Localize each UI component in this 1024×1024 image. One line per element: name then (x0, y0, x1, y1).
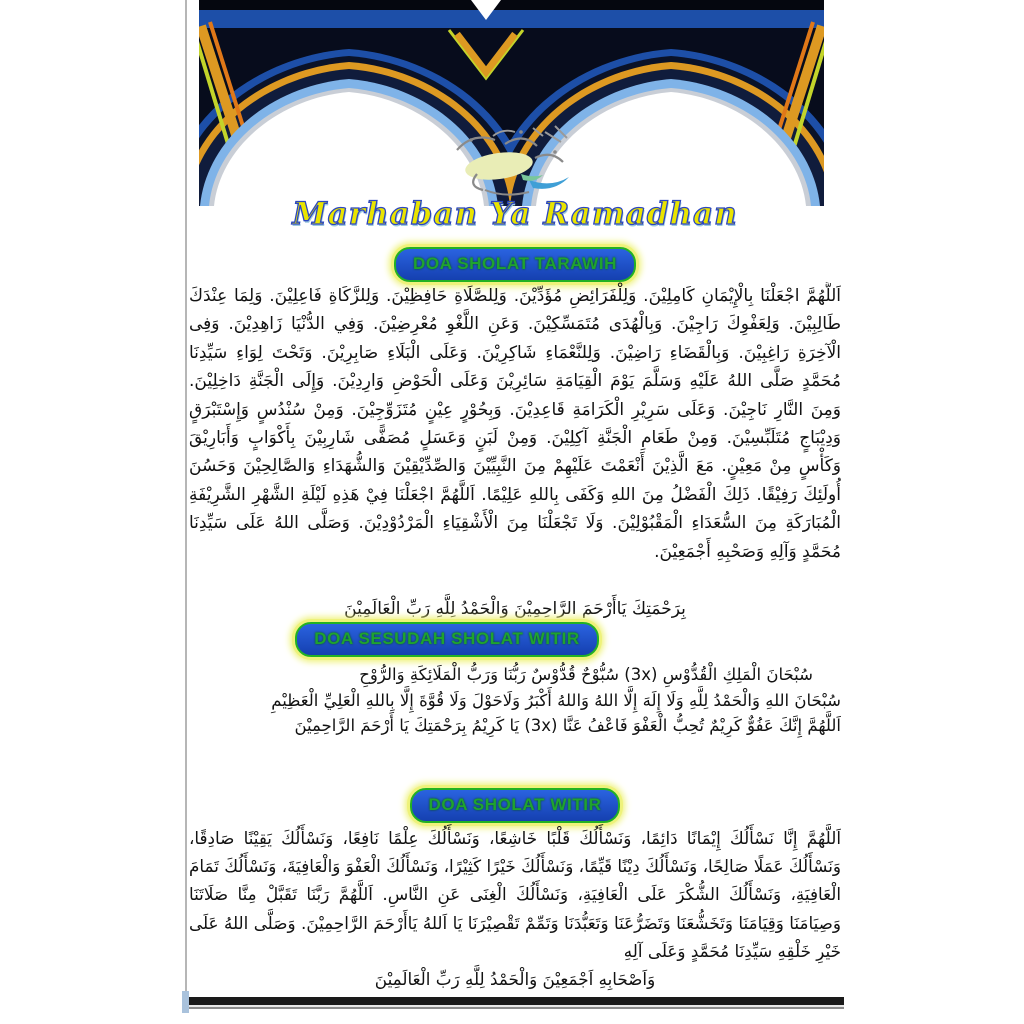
tarawih-prayer-closing: بِرَحْمَتِكَ يَاأَرْحَمَ الرَّاحِمِيْنَ وَالْحَمْدُ لِلَّهِ رَبِّ الْعَالَمِيْنَ (344, 599, 686, 619)
badge-doa-sholat-witir: DOA SHOLAT WITIR (410, 788, 621, 823)
bottom-divider-shadow (189, 1007, 844, 1009)
ramadan-calligraphy-icon (437, 118, 587, 204)
badge-doa-sholat-tarawih: DOA SHOLAT TARAWIH (394, 247, 636, 282)
sesudah-witir-line-2: سُبْحَانَ اللهِ وَالْحَمْدُ لِلَّهِ وَلَا إِلَهَ إِلَّا اللهُ وَاللهُ أَكْبَرُ وَلَاحَوْلَ وَلَا قُوَّةَ إِلَّا بِاللهِ الْعَلِيِّ الْعَظِيْمِ (271, 690, 841, 710)
bottom-left-edge-mark (182, 991, 189, 1013)
sesudah-witir-prayer-text (189, 662, 841, 790)
witir-prayer-closing: وَاَصْحَابِهِ اَجْمَعِيْنَ وَالْحَمْدُ لِلَّهِ رَبِّ الْعَالَمِيْنَ (374, 969, 656, 989)
badge-row-tarawih (185, 247, 845, 282)
sesudah-witir-line-3: اَللَّهُمَّ إِنَّكَ عَفُوٌّ كَرِيْمٌ تُحِبُّ الْعَفْوَ فَاعْفُ عَنَّا (3x) يَا كَرِيْمُ بِرَحْمَتِكَ يَا أَرْحَمَ الرَّاحِمِيْنَ (294, 716, 841, 736)
calligraphy-svg (437, 118, 587, 204)
left-border-line (185, 0, 187, 1012)
badge-doa-sesudah-sholat-witir: DOA SESUDAH SHOLAT WITIR (295, 622, 599, 657)
badge-row-witir (185, 788, 845, 823)
tarawih-prayer-text: اَللَّهُمَّ اجْعَلْنَا بِالْإِيْمَانِ كَامِلِيْنَ. وَلِلْفَرَائِضِ مُؤَدِّيْنَ. وَلِلصَّلَاةِ حَافِظِيْنَ. وَلِلزَّكَاةِ فَاعِلِيْنَ. وَلِمَا عِنْدَكَ طَالِبِيْنَ. وَلِعَفْوِكَ رَاجِيْنَ. وَبِالْهُدَى مُتَمَسِّكِيْنَ. وَعَنِ اللَّغْوِ مُعْرِضِيْنَ. وَفِي الدُّنْيَا زَاهِدِيْنَ. وَفِى الْآخِرَةِ رَاغِبِيْنَ. وَبِالْقَضَاءِ رَاضِيْنَ. وَلِلنَّعْمَاءِ شَاكِرِيْنَ. وَعَلَى الْبَلَاءِ صَابِرِيْنَ. وَتَحْتَ لِوَاءِ سَيِّدِنَا مُحَمَّدٍ صَلَّى اللهُ عَلَيْهِ وَسَلَّمَ يَوْمَ الْقِيَامَةِ سَائِرِيْنَ وَعَلَى الْحَوْضِ وَارِدِيْنَ. وَإِلَى الْجَنَّةِ دَاخِلِيْنَ. وَمِنَ النَّارِ نَاجِيْنَ. وَعَلَى سَرِيْرِ الْكَرَامَةِ قَاعِدِيْنَ. وَبِحُوْرٍ عِيْنٍ مُتَزَوِّجِيْنَ. وَمِنْ سُنْدُسٍ وَإِسْتَبْرَقٍ وَدِيْبَاجٍ مُتَلَبِّسِيْنَ. وَمِنْ طَعَامِ الْجَنَّةِ آكِلِيْنَ. وَمِنْ لَبَنٍ وَعَسَلٍ مُصَفًّى شَارِبِيْنَ بِأَكْوَابٍ وَأَبَارِيْقَ وَكَأْسٍ مِنْ مَعِيْنٍ. مَعَ الَّذِيْنَ أَنْعَمْتَ عَلَيْهِمْ مِنَ النَّبِيِّيْنَ وَالصِّدِّيْقِيْنَ وَالشُّهَدَاءِ وَالصَّالِحِيْنَ وَحَسُنَ أُولَئِكَ رَفِيْقًا. ذَلِكَ الْفَضْلُ مِنَ اللهِ وَكَفَى بِاللهِ عَلِيْمًا. اَللَّهُمَّ اجْعَلْنَا فِيْ هَذِهِ لَيْلَةِ الشَّهْرِ الشَّرِيْفَةِ الْمُبَارَكَةِ مِنَ السُّعَدَاءِ الْمَقْبُوْلِيْنَ. وَلَا تَجْعَلْنَا مِنَ الْأَشْقِيَاءِ الْمَرْدُوْدِيْنَ. وَصَلَّى اللهُ عَلَى سَيِّدِنَا مُحَمَّدٍ وَآلِهِ وَصَحْبِهِ أَجْمَعِيْنَ. (189, 286, 841, 562)
sesudah-witir-line-1: سُبْحَانَ الْمَلِكِ الْقُدُّوْسِ (3x) سُبُّوْحٌ قُدُّوْسٌ رَبُّنَا وَرَبُّ الْمَلَائِكَةِ وَالرُّوْحِ (359, 665, 813, 684)
page-title: Marhaban Ya Ramadhan (292, 196, 738, 232)
bottom-divider-bar (189, 997, 844, 1005)
badge-row-sesudah-witir (117, 622, 777, 657)
witir-prayer-text: اَللَّهُمَّ إِنَّا نَسْأَلُكَ إِيْمَانًا دَائِمًا، وَنَسْأَلُكَ قَلْبًا خَاشِعًا، وَنَسْأَلُكَ عِلْمًا نَافِعًا، وَنَسْأَلُكَ يَقِيْنًا صَادِقًا، وَنَسْأَلُكَ عَمَلًا صَالِحًا، وَنَسْأَلُكَ دِيْنًا قَيِّمًا، وَنَسْأَلُكَ خَيْرًا كَثِيْرًا، وَنَسْأَلُكَ الْعَفْوَ وَالْعَافِيَةَ، وَنَسْأَلُكَ تَمَامَ الْعَافِيَةِ، وَنَسْأَلُكَ الشُّكْرَ عَلَى الْعَافِيَةِ، وَنَسْأَلُكَ الْغِنَى عَنِ النَّاسِ. اَللَّهُمَّ رَبَّنَا تَقَبَّلْ مِنَّا صَلَاتَنَا وَصِيَامَنَا وَقِيَامَنَا وَتَخَشُّعَنَا وَتَضَرُّعَنَا وَتَعَبُّدَنَا وَتَمِّمْ تَقْصِيْرَنَا يَا اَللهُ يَاأَرْحَمَ الرَّاحِمِيْنَ. وَصَلَّى اللهُ عَلَى خَيْرِ خَلْقِهِ سَيِّدِنَا مُحَمَّدٍ وَعَلَى آلِهِ (189, 828, 841, 961)
